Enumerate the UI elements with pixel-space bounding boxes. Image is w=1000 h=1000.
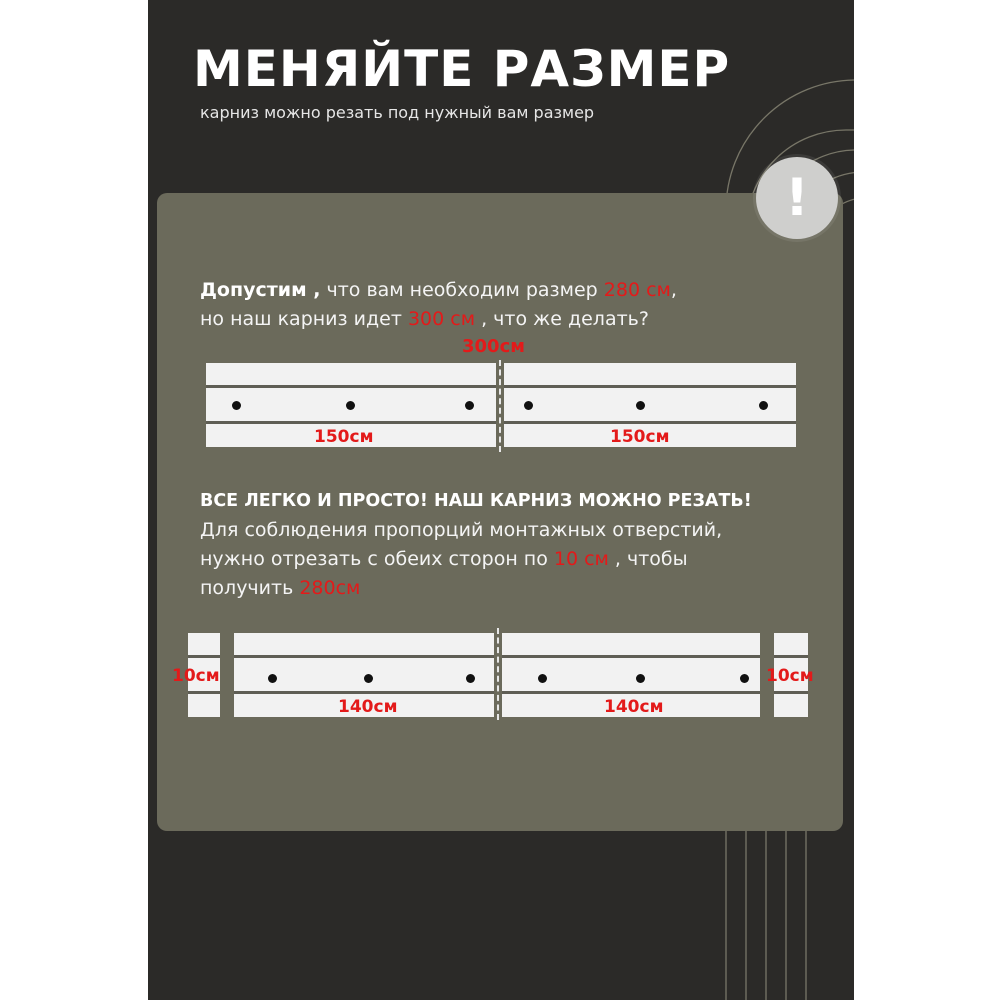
left-length-label: 150см [314,427,374,447]
rail-groove [502,655,760,658]
intro-text-3: но наш карниз идет [200,308,408,330]
trimmed-left-length-label: 140см [338,697,398,717]
rail-groove [504,385,796,388]
cut-line [497,628,499,720]
rail-groove [774,655,808,658]
mounting-hole [759,401,768,410]
size-needed: 280 см [603,279,671,301]
size-have: 300 см [407,308,476,330]
cut-size: 10 см [553,548,609,570]
total-length-label: 300см [462,336,525,357]
product-card [148,0,854,1000]
mounting-hole [268,674,277,683]
rail-groove [188,691,220,694]
rail-groove [206,385,496,388]
intro-text-2: , [670,279,677,301]
solution-line-3b: , чтобы [608,548,688,570]
rail-groove [206,421,496,424]
rail-groove [502,691,760,694]
mounting-hole [466,674,475,683]
solution-headline: ВСЕ ЛЕГКО И ПРОСТО! НАШ КАРНИЗ МОЖНО РЕЗАТЬ! [200,491,752,511]
rail-groove [504,421,796,424]
intro-text-4: , что же делать? [475,308,649,330]
page-title: МЕНЯЙТЕ РАЗМЕР [193,40,731,98]
mounting-hole [636,674,645,683]
page-subtitle: карниз можно резать под нужный вам размер [200,103,595,122]
mounting-hole [232,401,241,410]
solution-line-4a: получить [200,577,300,599]
intro-text-1: что вам необходим размер [320,279,604,301]
mounting-hole [538,674,547,683]
intro-text [200,276,677,334]
right-length-label: 150см [610,427,670,447]
solution-text [200,486,752,603]
mounting-hole [636,401,645,410]
left-cut-label: 10см [172,666,220,686]
solution-line-3a: нужно отрезать с обеих сторон по [200,548,554,570]
mounting-hole [364,674,373,683]
solution-line-2: Для соблюдения пропорций монтажных отверстий, [200,519,723,541]
rail-groove [234,655,494,658]
rail-groove [774,691,808,694]
mounting-hole [524,401,533,410]
intro-lead: Допустим , [200,279,321,301]
result-size: 280см [299,577,361,599]
mounting-hole [346,401,355,410]
trimmed-right-length-label: 140см [604,697,664,717]
rail-groove [234,691,494,694]
right-cut-label: 10см [766,666,814,686]
cut-line [499,360,501,452]
mounting-hole [740,674,749,683]
mounting-hole [465,401,474,410]
exclamation-icon: ! [756,157,838,239]
rail-groove [188,655,220,658]
